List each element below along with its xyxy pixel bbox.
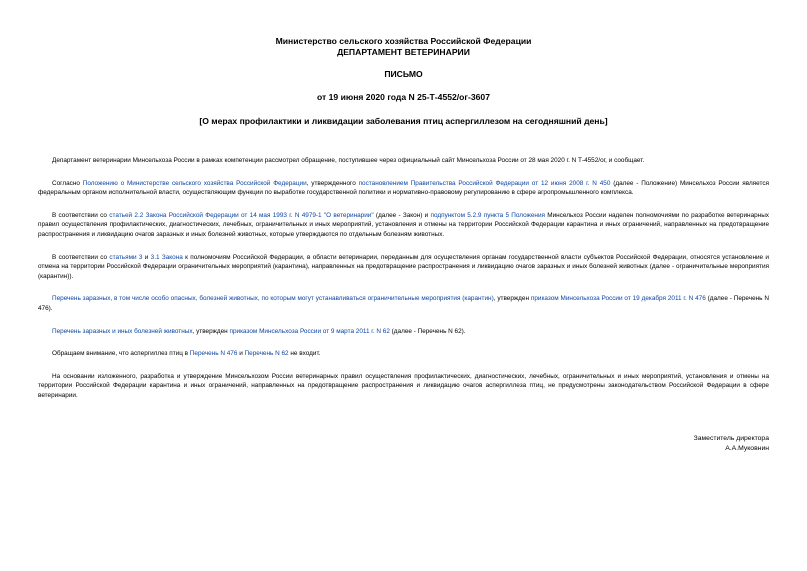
document-header xyxy=(0,36,807,103)
paragraph-text: к полномочиям Российской Федерации, в области ветеринарии, переданным для осуществления органам государственной власти субъектов Российской Федерации, относятся установление и отмена на территории Российской Федерации ограничительных мероприятий (карантина), направленных на предотвращение распространения и ликвидацию очагов заразных и иных болезней животных (далее - ограничительные мероприятия (карантин)). xyxy=(38,253,770,280)
paragraph-text: и xyxy=(142,253,151,261)
paragraph-text: , утвержден xyxy=(493,295,531,303)
link-podpunkt-5-2-9[interactable]: подпунктом 5.2.9 пункта 5 Положения xyxy=(430,211,545,219)
paragraph-text: , утвержденного xyxy=(306,179,359,187)
paragraph-text: Согласно xyxy=(52,179,83,187)
paragraph-text: На основании изложенного, разработка и утверждение Минсельхозом России ветеринарных правил осуществления профилактических, диагностических, лечебных, ограничительных и иных мероприятий, установления и отмены на территории Российской Федерации карантина и иных ограничений, направленных на предотвращение распространения и ликвидацию очагов аспергиллеза птиц, не предусмотрены законодательством Российской Федерации в сфере ветеринарии. xyxy=(38,372,769,399)
paragraph-text: Минсельхоз России наделен полномочиями по разработке ветеринарных правил осуществления профилактических, диагностических, лечебных, ограничительных и иных мероприятий, установления и отмены на территории Российской Федерации карантина и иных ограничений, направленных на предотвращение распространения и ликвидацию очагов заразных и иных болезней животных, которые утверждаются по отдельным болезням животных. xyxy=(38,211,770,238)
document-subject: [О мерах профилактики и ликвидации заболевания птиц аспергиллезом на сегодняшний день] xyxy=(199,116,608,126)
paragraph-2 xyxy=(38,179,769,198)
paragraph-4 xyxy=(38,253,769,282)
paragraph-text: (далее - Перечень N 476). xyxy=(38,295,769,312)
document-type: ПИСЬМО xyxy=(384,69,423,79)
link-polozhenie[interactable]: Положению о Министерстве сельского хозяйства Российской Федерации xyxy=(82,179,307,187)
paragraph-text: (далее - Положение) Минсельхоз России является федеральным органом исполнительной власти, осуществляющим функции по выработке государственной политики и нормативно-правовому регулированию в сфере агропромышленного комплекса. xyxy=(38,179,769,197)
paragraph-5 xyxy=(38,294,769,313)
link-perechen-62[interactable]: Перечень N 62 xyxy=(244,350,289,358)
ministry-name: Министерство сельского хозяйства Российской Федерации xyxy=(275,36,532,46)
document-date-number: от 19 июня 2020 года N 25-Т-4552/ог-3607 xyxy=(317,92,490,102)
department-name: ДЕПАРТАМЕНТ ВЕТЕРИНАРИИ xyxy=(337,47,470,57)
document-body xyxy=(38,156,769,414)
paragraph-text: Департамент ветеринарии Минсельхоза России в рамках компетенции рассмотрел обращение, поступившее через официальный сайт Минсельхоза России от 28 мая 2020 г. N Т-4552/ог, и сообщает. xyxy=(52,157,645,164)
link-perechen-476[interactable]: Перечень N 476 xyxy=(189,350,238,358)
paragraph-8 xyxy=(38,372,769,401)
signatory-position: Заместитель директора xyxy=(693,435,769,442)
paragraph-text: Обращаем внимание, что аспергиллез птиц в xyxy=(52,350,190,358)
paragraph-1 xyxy=(38,156,769,166)
link-prikaz-62[interactable]: приказом Минсельхоза России от 9 марта 2011 г. N 62 xyxy=(229,327,390,335)
signature-block xyxy=(694,434,769,454)
signatory-name: А.А.Муковнин xyxy=(725,445,769,452)
link-postanovlenie-450[interactable]: постановлением Правительства Российской Федерации от 12 июня 2008 г. N 450 xyxy=(358,179,611,187)
link-perechen-476-list[interactable]: Перечень заразных, в том числе особо опасных, болезней животных, по которым могут устанавливаться ограничительные мероприятия (карантин) xyxy=(52,295,494,303)
link-zakon-statya-2-2[interactable]: статьей 2.2 Закона Российской Федерации от 14 мая 1993 г. N 4979-1 "О ветеринарии" xyxy=(109,211,374,219)
link-statya-3[interactable]: статьями 3 xyxy=(109,253,143,261)
paragraph-7 xyxy=(38,349,769,359)
link-perechen-62-list[interactable]: Перечень заразных и иных болезней животных xyxy=(52,327,193,335)
paragraph-6 xyxy=(38,327,769,337)
paragraph-text: , утвержден xyxy=(192,327,230,335)
paragraph-text: (далее - Закон) и xyxy=(373,211,431,219)
link-statya-3-1[interactable]: 3.1 Закона xyxy=(150,253,183,261)
paragraph-text: В соответствии со xyxy=(52,211,110,219)
paragraph-3 xyxy=(38,211,769,240)
paragraph-text: В соответствии со xyxy=(52,253,110,261)
link-prikaz-476[interactable]: приказом Минсельхоза России от 19 декабря 2011 г. N 476 xyxy=(530,295,706,303)
paragraph-text: (далее - Перечень N 62). xyxy=(389,327,466,335)
paragraph-text: и xyxy=(237,350,245,358)
paragraph-text: не входит. xyxy=(288,350,321,358)
